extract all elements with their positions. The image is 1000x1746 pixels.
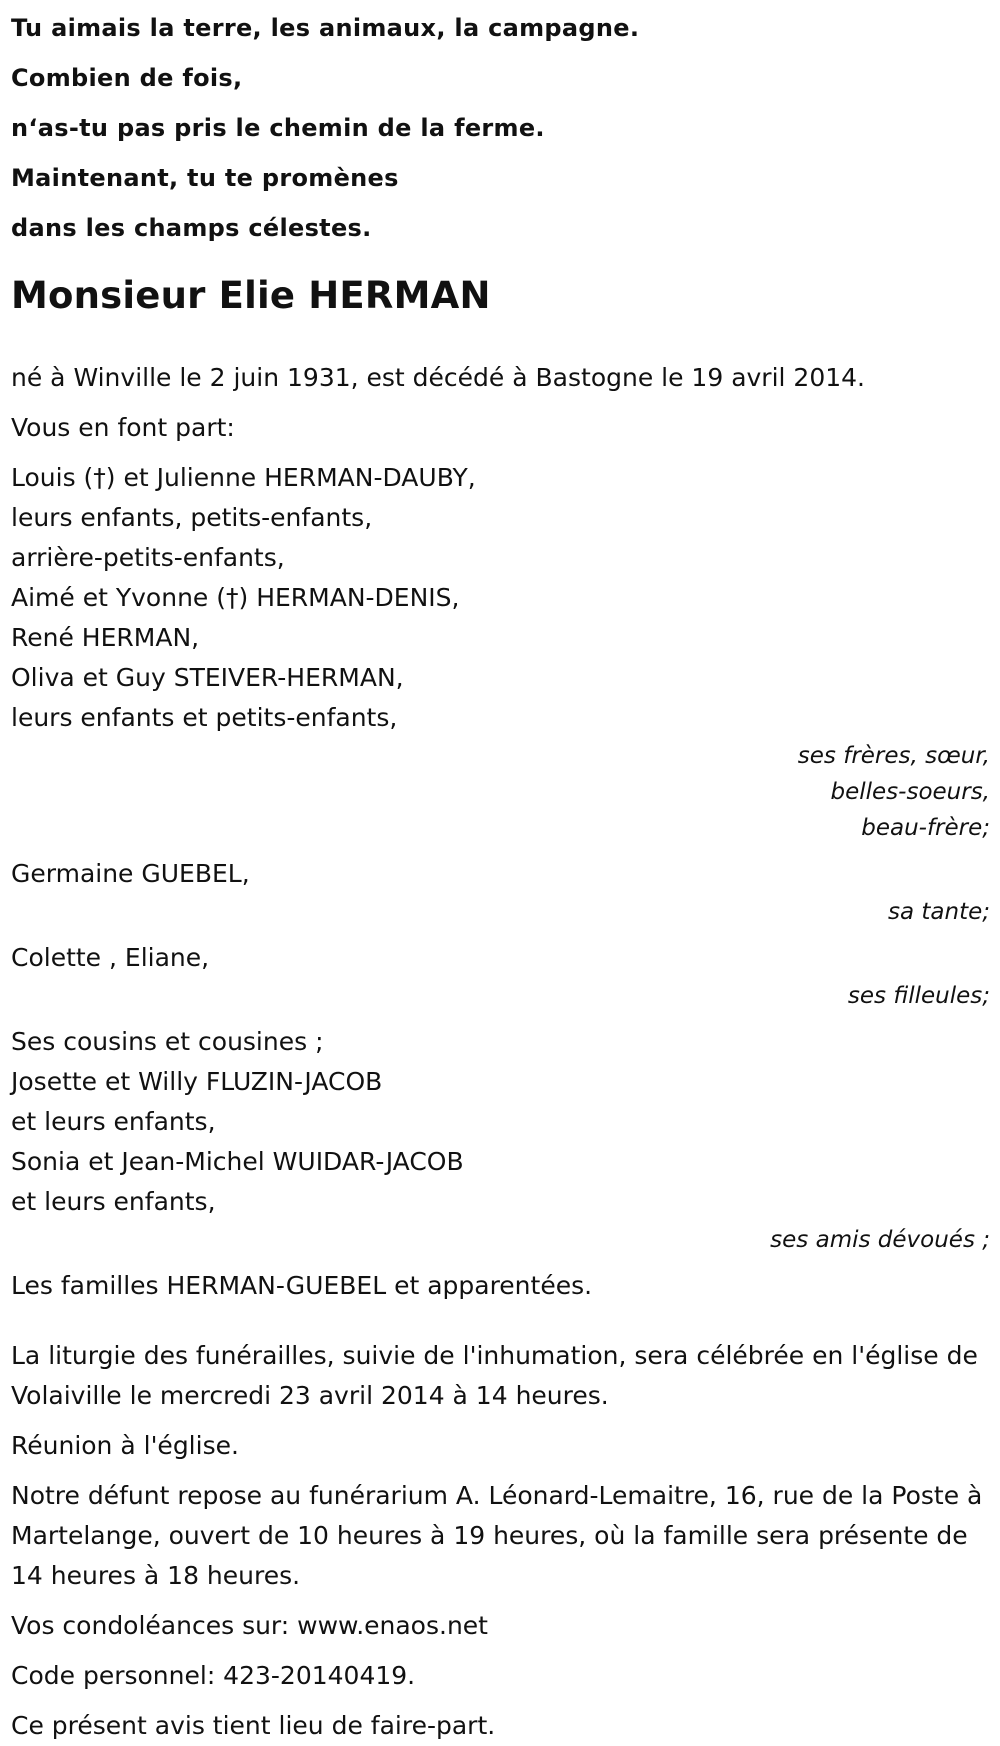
relation-label: ses filleules; (847, 983, 990, 1009)
family-line: Sonia et Jean-Michel WUIDAR-JACOB (11, 1147, 464, 1176)
spacer (11, 930, 990, 938)
poem-line: Tu aimais la terre, les animaux, la campagne. (11, 14, 640, 42)
spacer (11, 1316, 990, 1336)
relation-label: belles-soeurs, (830, 779, 990, 805)
spacer (11, 1014, 990, 1022)
poem (11, 0, 990, 246)
godchildren-block (11, 938, 990, 1014)
cousins-friends-block (11, 1022, 990, 1258)
spacer (11, 1258, 990, 1266)
family-line: leurs enfants, petits-enfants, (11, 503, 373, 532)
personal-code: Code personnel: 423-20140419. (11, 1661, 416, 1690)
family-line: leurs enfants et petits-enfants, (11, 703, 398, 732)
deceased-name: Monsieur Elie HERMAN (11, 274, 491, 317)
relation-label: beau-frère; (861, 815, 990, 841)
family-line: Germaine GUEBEL, (11, 859, 250, 888)
spacer (11, 846, 990, 854)
families-line: Les familles HERMAN-GUEBEL et apparentées. (11, 1271, 593, 1300)
family-line: Colette , Eliane, (11, 943, 210, 972)
visitation-paragraph: Notre défunt repose au funérarium A. Léonard-Lemaitre, 16, rue de la Poste à Martelange, ouvert de 10 heures à 19 heures, où la famille sera présente de 14 heures à 18 heures. (11, 1481, 983, 1590)
family-line: arrière-petits-enfants, (11, 543, 285, 572)
liturgy-paragraph: La liturgie des funérailles, suivie de l'inhumation, sera célébrée en l'église de Volaiville le mercredi 23 avril 2014 à 14 heures. (11, 1341, 978, 1410)
family-line: Louis (†) et Julienne HERMAN-DAUBY, (11, 463, 476, 492)
aunt-block (11, 854, 990, 930)
family-line: Aimé et Yvonne (†) HERMAN-DENIS, (11, 583, 460, 612)
family-line: et leurs enfants, (11, 1187, 216, 1216)
family-line: Oliva et Guy STEIVER-HERMAN, (11, 663, 404, 692)
family-line: et leurs enfants, (11, 1107, 216, 1136)
poem-line: dans les champs célestes. (11, 214, 372, 242)
poem-line: n‘as-tu pas pris le chemin de la ferme. (11, 114, 545, 142)
announcement-intro: Vous en font part: (11, 413, 235, 442)
poem-line: Combien de fois, (11, 64, 243, 92)
family-line: René HERMAN, (11, 623, 200, 652)
siblings-block (11, 458, 990, 846)
notice-paragraph: Ce présent avis tient lieu de faire-part. (11, 1711, 496, 1740)
condolences-paragraph: Vos condoléances sur: www.enaos.net (11, 1611, 488, 1640)
relation-label: ses frères, sœur, (797, 743, 990, 769)
family-line: Ses cousins et cousines ; (11, 1027, 324, 1056)
birth-death-statement: né à Winville le 2 juin 1931, est décédé à Bastogne le 19 avril 2014. (11, 363, 865, 392)
poem-line: Maintenant, tu te promènes (11, 164, 399, 192)
meeting-paragraph: Réunion à l'église. (11, 1431, 239, 1460)
relation-label: ses amis dévoués ; (770, 1227, 990, 1253)
family-line: Josette et Willy FLUZIN-JACOB (11, 1067, 383, 1096)
relation-label: sa tante; (888, 899, 990, 925)
